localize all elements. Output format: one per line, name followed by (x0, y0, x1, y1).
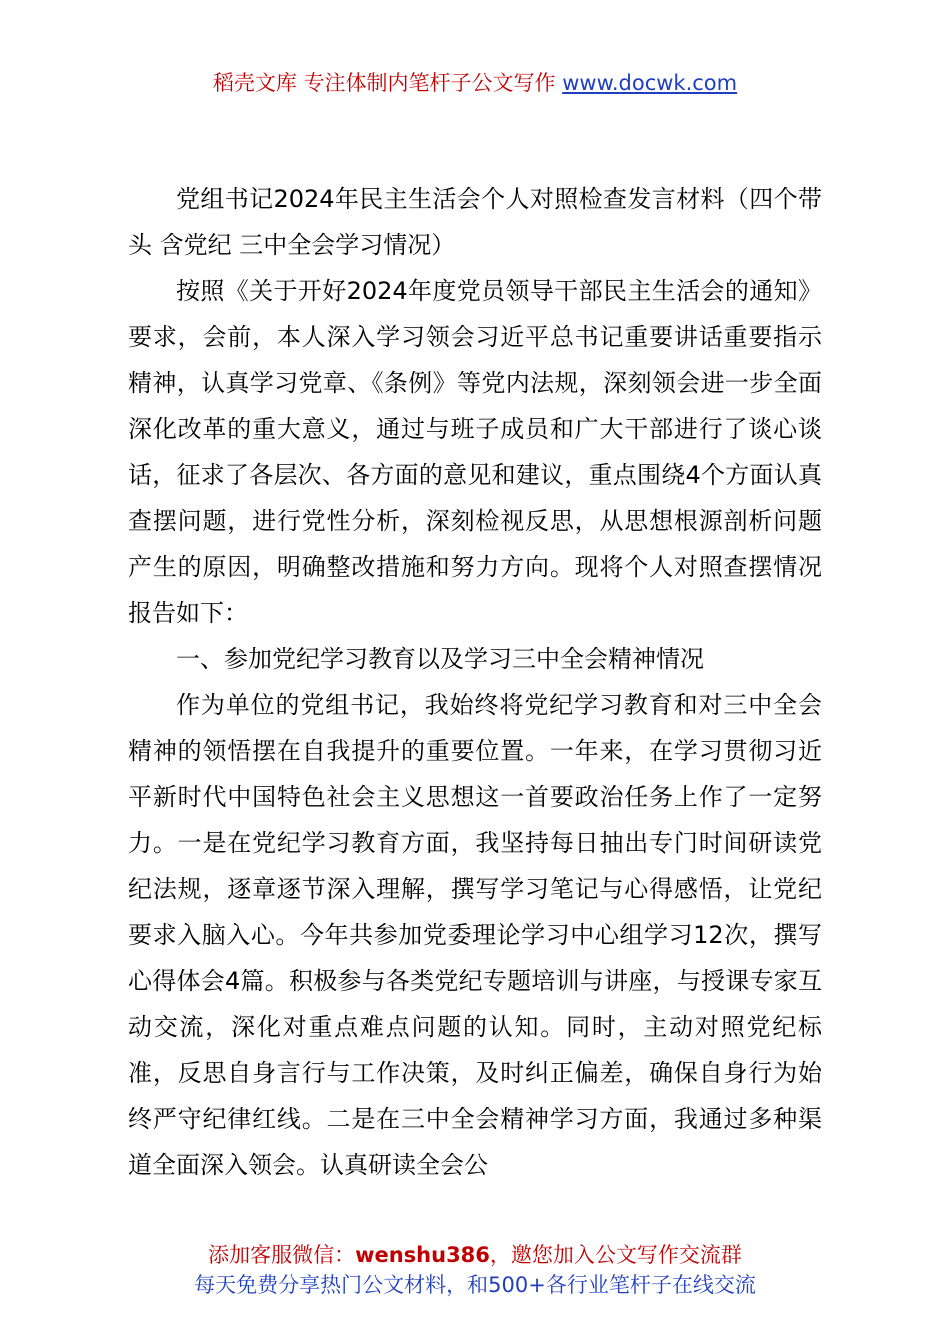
wechat-id: wenshu386 (355, 1243, 490, 1267)
document-title: 党组书记2024年民主生活会个人对照检查发言材料（四个带头 含党纪 三中全会学习情况） (128, 185, 822, 259)
footer-contact-suffix: ，邀您加入公文写作交流群 (489, 1243, 742, 1267)
section-heading-1: 一、参加党纪学习教育以及学习三中全会精神情况 (176, 645, 704, 673)
document-body (128, 176, 822, 1188)
paragraph-intro: 按照《关于开好2024年度党员领导干部民主生活会的通知》要求，会前，本人深入学习领会习近平总书记重要讲话重要指示精神，认真学习党章、《条例》等党内法规，深刻领会进一步全面深化改革的重大意义，通过与班子成员和广大干部进行了谈心谈话，征求了各层次、各方面的意见和建议，重点围绕4个方面认真查摆问题，进行党性分析，深刻检视反思，从思想根源剖析问题产生的原因，明确整改措施和努力方向。现将个人对照查摆情况报告如下： (128, 277, 822, 627)
footer-promo-line: 每天免费分享热门公文材料，和500+各行业笔杆子在线交流 (194, 1273, 756, 1297)
footer-contact-line (0, 1240, 950, 1270)
paragraph-section-1: 作为单位的党组书记，我始终将党纪学习教育和对三中全会精神的领悟摆在自我提升的重要位置。一年来，在学习贯彻习近平新时代中国特色社会主义思想这一首要政治任务上作了一定努力。一是在党纪学习教育方面，我坚持每日抽出专门时间研读党纪法规，逐章逐节深入理解，撰写学习笔记与心得感悟，让党纪要求入脑入心。今年共参加党委理论学习中心组学习12次，撰写心得体会4篇。积极参与各类党纪专题培训与讲座，与授课专家互动交流，深化对重点难点问题的认知。同时，主动对照党纪标准，反思自身言行与工作决策，及时纠正偏差，确保自身行为始终严守纪律红线。二是在三中全会精神学习方面，我通过多种渠道全面深入领会。认真研读全会公 (128, 691, 822, 1179)
site-slogan: 专注体制内笔杆子公文写作 (303, 71, 556, 95)
site-url-link[interactable]: www.docwk.com (562, 71, 738, 95)
page-header (0, 68, 950, 98)
site-name: 稻壳文库 (212, 71, 297, 95)
footer-contact-prefix: 添加客服微信： (208, 1243, 356, 1267)
page-footer (0, 1240, 950, 1300)
